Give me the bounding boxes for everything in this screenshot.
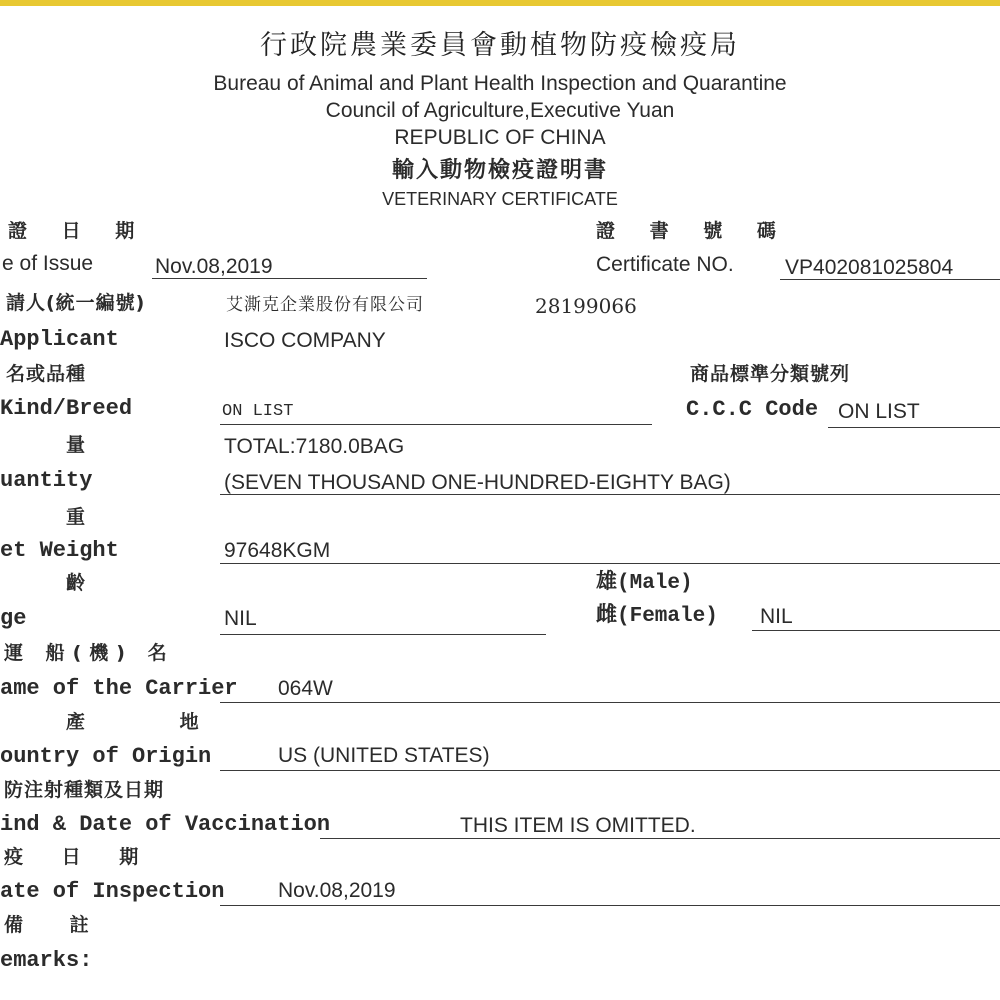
applicant-label-en: Applicant <box>0 327 119 352</box>
origin-label-en: ountry of Origin <box>0 744 212 769</box>
sex-value: NIL <box>760 605 793 628</box>
kind-breed-rule <box>220 424 652 425</box>
document-title-zh: 輸入動物檢疫證明書 <box>391 158 608 183</box>
age-label-zh: 齡 <box>66 572 88 594</box>
agency-title-zh: 行政院農業委員會動植物防疫檢疫局 <box>260 30 740 61</box>
net-weight-value: 97648KGM <box>224 539 331 562</box>
certificate-no-value: VP402081025804 <box>785 256 954 279</box>
net-weight-label-en: et Weight <box>0 538 119 563</box>
ccc-code-value: ON LIST <box>838 400 920 423</box>
issue-date-value: Nov.08,2019 <box>155 255 273 278</box>
applicant-label-zh: 請人(統一編號) <box>6 292 146 314</box>
vaccination-label-zh: 防注射種類及日期 <box>4 779 165 801</box>
ccc-code-label-en: C.C.C Code <box>686 397 819 422</box>
quantity-label-en: uantity <box>0 468 93 493</box>
sex-rule <box>752 630 1000 631</box>
ccc-code-rule <box>828 427 1000 428</box>
quantity-label-zh: 量 <box>66 434 88 456</box>
applicant-tax-id: 28199066 <box>535 294 637 318</box>
vaccination-label-en: ind & Date of Vaccination <box>0 812 331 837</box>
origin-rule <box>220 770 1000 771</box>
inspection-value: Nov.08,2019 <box>278 879 396 902</box>
issue-date-label-zh: 證 日 期 <box>8 220 149 242</box>
male-label: 雄(Male) <box>596 572 693 595</box>
quantity-value: TOTAL:7180.0BAG <box>224 435 405 458</box>
net-weight-rule <box>220 563 1000 564</box>
kind-breed-label-en: Kind/Breed <box>0 396 133 421</box>
kind-breed-label-zh: 名或品種 <box>6 363 87 385</box>
quantity-rule <box>220 494 1000 495</box>
inspection-label-zh: 疫 日 期 <box>4 846 155 868</box>
ccc-code-label-zh: 商品標準分類號列 <box>690 363 851 385</box>
age-rule <box>220 634 546 635</box>
carrier-label-zh: 運 船(機) 名 <box>4 642 175 664</box>
age-label-en: ge <box>0 606 27 631</box>
document-title-en: VETERINARY CERTIFICATE <box>382 189 618 209</box>
certificate-no-label-en: Certificate NO. <box>596 253 734 276</box>
remarks-label-zh: 備 註 <box>4 914 109 936</box>
vaccination-value: THIS ITEM IS OMITTED. <box>460 814 696 837</box>
female-label: 雌(Female) <box>596 605 718 628</box>
carrier-rule <box>220 702 1000 703</box>
origin-label-zh: 產 地 <box>66 711 243 733</box>
kind-breed-value: ON LIST <box>222 402 294 421</box>
country-title: REPUBLIC OF CHINA <box>394 126 606 149</box>
applicant-name-en: ISCO COMPANY <box>224 329 386 352</box>
applicant-name-zh: 艾澌克企業股份有限公司 <box>226 295 424 315</box>
quantity-value-words: (SEVEN THOUSAND ONE-HUNDRED-EIGHTY BAG) <box>224 471 731 494</box>
carrier-label-en: ame of the Carrier <box>0 676 238 701</box>
inspection-label-en: ate of Inspection <box>0 879 225 904</box>
age-value: NIL <box>224 607 257 630</box>
inspection-rule <box>220 905 1000 906</box>
issue-date-rule <box>152 278 427 279</box>
issue-date-label-en: e of Issue <box>2 252 94 275</box>
carrier-value: 064W <box>278 677 333 700</box>
vaccination-rule <box>320 838 1000 839</box>
agency-title-en: Bureau of Animal and Plant Health Inspection and Quarantine <box>213 72 787 95</box>
certificate-no-label-zh: 證 書 號 碼 <box>596 220 790 242</box>
origin-value: US (UNITED STATES) <box>278 744 490 767</box>
top-border <box>0 0 1000 6</box>
certificate-no-rule <box>780 279 1000 280</box>
remarks-label-en: emarks: <box>0 948 93 973</box>
council-title: Council of Agriculture,Executive Yuan <box>325 99 675 122</box>
net-weight-label-zh: 重 <box>66 506 88 528</box>
